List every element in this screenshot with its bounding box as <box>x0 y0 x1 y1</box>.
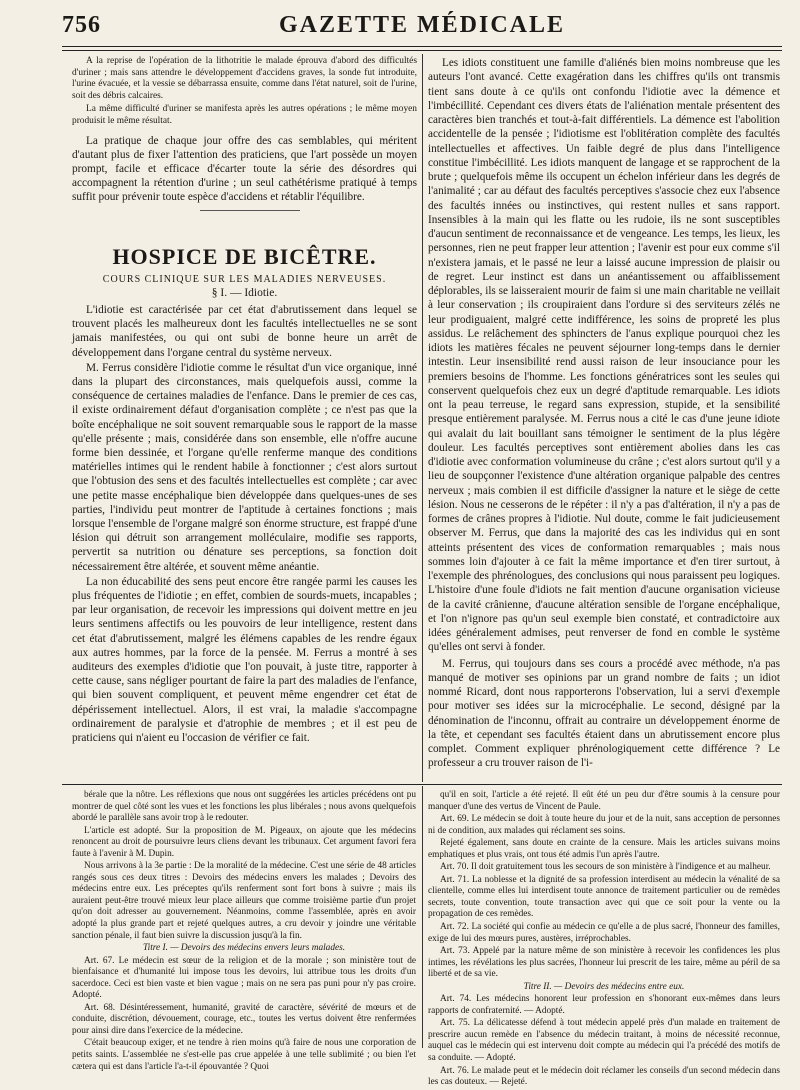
article-paragraph: Art. 67. Le médecin est sœur de la religion et de la morale ; son ministère tout de bienfaisance et d'humanité lui impose tous les devoirs, lui attribue tous les droits d'un sacerdoce. Ceci est bien vaste et bien vague ; mais on ne sera pas puni pour n'y pas croire. Adopté. <box>72 955 416 1001</box>
header-rule <box>62 46 782 47</box>
article-paragraph: Art. 74. Les médecins honorent leur profession en s'honorant eux-mêmes dans leurs rapports de confraternité. — Adopté. <box>428 994 780 1016</box>
bottom-left-column <box>72 790 416 1074</box>
column-divider-top <box>422 54 423 782</box>
body-paragraph: bérale que la nôtre. Les réflexions que nous ont suggérées les articles précédens ont pu montrer de quel côté sont les vues et les fonctions les plus libérales ; nous avons quelquefois abordé le parallèle sans avoir trop à le redouter. <box>72 790 416 824</box>
body-paragraph: La pratique de chaque jour offre des cas semblables, qui méritent d'autant plus de fixer l'attention des praticiens, que l'art possède un moyen prompt, facile et efficace d'écarter toute la série des désordres qui accompagnent la rétention d'urine ; un seul cathétérisme pratiqué à temps suffit pour prévenir toute espèce d'accidens et rétablir l'équilibre. <box>72 134 417 204</box>
bottom-right-column <box>428 790 780 1090</box>
body-paragraph: Rejeté également, sans doute en crainte de la censure. Mais les articles suivans moins emphatiques et plus vrais, ont tous été admis l'un après l'autre. <box>428 838 780 860</box>
article-paragraph: C'était beaucoup exiger, et ne tendre à rien moins qu'à faire de nous une corporation de petits saints. L'assemblée ne s'est-elle pas crue appelée à une telle sublimité ; ou bien l'et cætera qui est dans l'article l'a-t-il épouvantée ? Quoi <box>72 1038 416 1072</box>
article-paragraph: Art. 73. Appelé par la nature même de son ministère à recevoir les confidences les plus intimes, les révélations les plus sacrées, l'honneur lui prescrit de les taire, même au péril de sa liberté et de sa vie. <box>428 946 780 980</box>
body-paragraph: M. Ferrus, qui toujours dans ses cours a procédé avec méthode, n'a pas manqué de motiver ses opinions par un grand nombre de faits ; un idiot nommé Ricard, dont nous rapporterons l'observation, lui a servi d'exemple pour motiver ses idées sur la microcéphalie. Le second, désigné par la dénomination de l'inconnu, offrait au contraire un développement énorme de la tête, et cependant ses facultés étaient dans un abrutissement encore plus complet. Comment expliquer phrénologiquement cette différence ? Le professeur a cru trouver raison de l'i- <box>428 657 780 770</box>
body-paragraph: L'idiotie est caractérisée par cet état d'abrutissement dans lequel se trouvent placés les malheureux dont les facultés intellectuelles ne se sont jamais manifestées, ou qui ont subi de bonne heure un arrêt de développement dans l'organe central du système nerveux. <box>72 304 417 359</box>
page-header <box>62 10 782 44</box>
article-title: HOSPICE DE BICÊTRE. <box>112 244 377 269</box>
header-rule-thin <box>62 50 782 51</box>
top-left-column <box>72 56 417 207</box>
masthead-title: GAZETTE MÉDICALE <box>278 12 566 38</box>
section-separator <box>200 210 300 211</box>
body-paragraph: qu'il en soit, l'article a été rejeté. Il eût été un peu dur d'être soumis à la censure pour manquer d'une des vertus de Vincent de Paule. <box>428 790 780 812</box>
article-paragraph: Art. 71. La noblesse et la dignité de sa profession interdisent au médecin la vénalité de sa clientelle, comme elles lui interdisent toute annonce de traitement particulier ou de remèdes secrets, toute convention, toute transaction avec qui que ce soit pour la vente ou la propagation de ces remèdes. <box>428 874 780 920</box>
note-paragraph: A la reprise de l'opération de la lithotritie le malade éprouva d'abord des difficultés d'uriner ; mais sans attendre le développement d'accidens graves, la sonde fut introduite, l'urine évacuée, et la vessie se débarrassa ensuite, comme dans l'état naturel, soit de l'urine, soit des débris calcaires. <box>72 56 417 101</box>
column-divider-bottom <box>422 786 423 1048</box>
body-paragraph: M. Ferrus considère l'idiotie comme le résultat d'un vice organique, inné dans la plupart des circonstances, mais quelquefois aussi, comme la conséquence de certaines maladies de l'enfance. Dans le premier de ces cas, il existe ordinairement défaut d'organisation complète ; ce n'est pas que la boîte encéphalique ne soit souvent remarquable sous le rapport de la masse qu'elle présente ; mais, considérée dans son ensemble, elle n'offre aucune forme bien dessinée, et l'organe qu'elle renferme manque des conditions matérielles intimes qui le rendent habile à fonctionner ; c'est alors surtout que l'obtusion des sens et des facultés intellectuelles est complète ; car avec une petite masse encéphalique bien développée dans quelques-unes de ses parties, l'individu peut montrer de l'aptitude à certaines fonctions ; mais lorsque l'ensemble de l'organe malgré son énorme structure, est frappé d'une lésion qui détruit son arrangement molléculaire, modifie ses rapports, pervertit sa nutrition ou dénature ses perceptions, sa fonction doit nécessairement être altérée, et souvent même anéantie. <box>72 361 417 573</box>
section-rule <box>62 784 782 785</box>
article-paragraph: Art. 76. Le malade peut et le médecin doit réclamer les conseils d'un second médecin dans les cas douteux. — Rejeté. <box>428 1065 780 1088</box>
section-heading: § I. — Idiotie. <box>211 287 278 299</box>
article-paragraph: Art. 69. Le médecin se doit à toute heure du jour et de la nuit, sans acception de personnes ni de condition, aux malades qui réclament ses soins. <box>428 814 780 836</box>
note-paragraph: La même difficulté d'uriner se manifesta après les autres opérations ; le même moyen produisit le même résultat. <box>72 104 417 126</box>
title-heading: Titre II. — Devoirs des médecins entre eux. <box>523 981 685 992</box>
body-paragraph: Les idiots constituent une famille d'aliénés bien moins nombreuse que les auteurs l'ont avancé. Cette exagération dans les chiffres qu'ils ont transmis tient sans doute à ce qu'ils ont confondu l'idiotie avec la démence et l'imbécillité. Cependant ces divers états de l'aliénation mentale présentent des caractères bien tranchés et tout-à-fait différentiels. La démence est l'abolition accidentelle de la pensée ; l'idiotisme est l'oblitération complète des facultés intellectuelles et affectives. Un faible degré de plus dans l'intelligence constitue l'imbécillité. Les idiots manquent de langage et se rapprochent de la brute ; quelquefois même ils occupent un échelon inférieur dans les degrés de l'animalité ; car au défaut des facultés perceptives s'associe chez eux l'absence des facultés innées ou instinctives, qui restent nulles et sans rapport. Insensibles à la main qui les flatte ou les rudoie, ils ne sont susceptibles d'aucun sentiment de reconnaissance et de vengeance. Les temps, les lieux, les personnes, rien ne peut frapper leur attention ; l'avenir est pour eux comme s'il n'existera jamais, et le passé ne leur a laissé aucune impression de plaisir ou de regret. Leur instinct est dans un anéantissement ou affaiblissement déplorables, ils se laisseraient mourir de faim si une main charitable ne veillait à leur conservation ; ils croupiraient dans l'ordure si des serviteurs zélés ne leur prodiguaient, malgré cette indifférence, les soins de propreté les plus assidus. Le relâchement des sphincters de l'anus explique pourquoi chez les idiots les matières fécales ne peuvent séjourner long-temps dans le dernier intestin. Leur insensibilité rend aussi raison de leur insouciance pour les premiers besoins de l'homme. Les fonctions génératrices sont les seules qui conservent quelquefois chez eux un degré d'aptitude remarquable. Les idiots ont la peau terreuse, le regard sans expression, stupide, et la sensibilité presque entièrement paralysée. M. Ferrus nous a cité le cas d'une jeune idiote qui avalait du lait bouillant sans témoigner le sentiment de la plus légère douleur. Les facultés perceptives sont entièrement abolies dans les cas d'idiotie avec conformation volumineuse du crâne ; c'est alors surtout qu'il y a lieu de soupçonner l'existence d'une altération organique palpable des centres nerveux ; mais combien il est difficile d'assigner la nature et le siège de cette lésion. Nous ne cesserons de le répéter : il n'y a pas d'altération, il n'y a pas de formes de crânes propres à l'idiotie. Nul doute, comme le fait judicieusement observer M. Ferrus, que dans la majorité des cas les individus qui en sont atteints présentent des vices de conformation remarquables ; mais nous sommes loin d'ajouter à ce fait la même importance et d'en tirer surtout, à l'exemple des phrénologues, des conclusions qui nous paraissent peu logiques. L'histoire d'une foule d'idiots ne fait mention d'aucune organisation vicieuse de la cavité crânienne, d'aucune altération sensible de l'organe encéphalique, et l'on n'ignore pas qu'un seul exemple bien constaté, et contradictoire aux idées généralement admises, peut renverser de fond en comble le système qu'elles ont servi à fonder. <box>428 57 780 654</box>
article-subtitle: COURS CLINIQUE SUR LES MALADIES NERVEUSES. <box>102 274 387 285</box>
article-paragraph: Art. 70. Il doit gratuitement tous les secours de son ministère à l'indigence et au malheur. <box>440 862 771 873</box>
body-paragraph: Nous arrivons à la 3e partie : De la moralité de la médecine. C'est une série de 48 articles rangés sous ces deux titres : Devoirs des médecins envers les malades ; Devoirs des médecins entre eux. Les préceptes qu'ils renferment sont fort bons à suivre ; mais ils auraient peut-être trouvé mieux leur place ailleurs que comme troisième partie d'un projet qu'on doit adresser au gouvernement. Néanmoins, comme l'assemblée, après en avoir adopté la plus grande part et rejeté quelques autres, a cru devoir y joindre une véritable sanction pénale, il faut bien suivre la discussion jusqu'à la fin. <box>72 861 416 941</box>
article-paragraph: Art. 75. La délicatesse défend à tout médecin appelé près d'un malade en traitement de prescrire aucun remède en l'absence du médecin traitant, à moins de nécessité reconnue, auquel cas le médecin qui est intervenu doit compte au médecin qui l'a précédé des motifs de sa conduite. — Adopté. <box>428 1018 780 1064</box>
body-paragraph: L'article est adopté. Sur la proposition de M. Pigeaux, on ajoute que les médecins renoncent au droit de poursuivre leurs cliens devant les tribunaux. Cet argument favori fera faute à l'avenir à M. Dupin. <box>72 825 416 859</box>
hospice-article <box>72 238 417 746</box>
article-paragraph: Art. 72. La société qui confie au médecin ce qu'elle a de plus sacré, l'honneur des familles, exige de lui des mœurs pures, austères, irréprochables. <box>428 922 780 944</box>
title-heading: Titre I. — Devoirs des médecins envers leurs malades. <box>142 943 346 954</box>
article-paragraph: Art. 68. Désintéressement, humanité, gravité de caractère, sévérité de mœurs et de conduite, discrétion, dévouement, courage, etc., toutes les vertus doivent être renfermées pour ainsi dire dans l'exercice de la médecine. <box>72 1002 416 1036</box>
article-body <box>72 303 417 745</box>
page-number: 756 <box>62 12 101 38</box>
top-right-column <box>428 56 780 773</box>
body-paragraph: La non éducabilité des sens peut encore être rangée parmi les causes les plus fréquentes de l'idiotie ; en effet, combien de sourds-muets, incapables ; par leur organisation, de recevoir les impressions qui doivent mettre en jeu leurs sentimens affectifs ou les pouvoirs de leur intelligence, restent dans cet état d'abrutissement, malgré les élémens capables de les rendre égaux aux autres hommes, par la force de la pensée. M. Ferrus a montré à ses auditeurs des exemples d'idiotie que l'on pouvait, à juste titre, rapporter à cette cause, sans négliger pourtant de faire la part des maladies de l'enfance, qui bien souvent compliquent, et peuvent même engendrer cet état de dépérissement intellectuel. Alors, il est vrai, la maladie s'accompagne ordinairement de paralysie et d'atrophie de membres ; et il est peu de praticiens qui n'aient eu l'occasion de vérifier ce fait. <box>72 575 417 745</box>
